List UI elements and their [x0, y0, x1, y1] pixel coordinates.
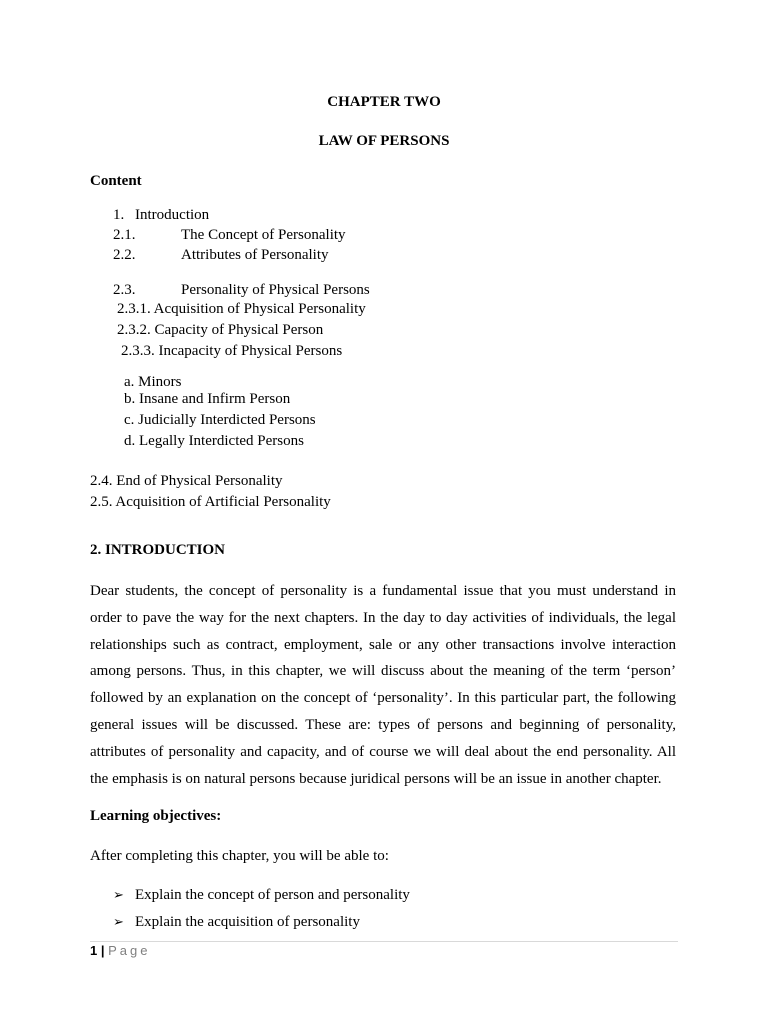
- list-item: [113, 886, 410, 905]
- toc-item-number: 2.2.: [113, 247, 136, 263]
- list-item-text: Explain the acquisition of personality: [135, 914, 360, 930]
- toc-item-label: Personality of Physical Persons: [181, 282, 370, 298]
- toc-item-number: 2.3.: [113, 282, 136, 298]
- toc-letter-item: b. Insane and Infirm Person: [124, 391, 291, 407]
- toc-item-number: 2.1.: [113, 227, 136, 243]
- toc-item-2-3: [113, 281, 370, 299]
- paragraph-line: the emphasis is on natural persons because juridical persons will be an issue in another chapter.: [90, 770, 662, 787]
- paragraph-line: followed by an explanation on the concept of ‘personality’. In this particular part, the following: [90, 690, 676, 707]
- paragraph-line: Dear students, the concept of personality is a fundamental issue that you must understand in: [90, 583, 676, 599]
- list-item: [113, 913, 360, 932]
- toc-item-number: 1.: [113, 207, 125, 223]
- content-heading: Content: [90, 173, 142, 189]
- toc-subitem: 2.3.3. Incapacity of Physical Persons: [121, 343, 343, 359]
- toc-subitem: 2.3.2. Capacity of Physical Person: [117, 322, 324, 338]
- page-footer: [90, 943, 151, 959]
- toc-letter-item: c. Judicially Interdicted Persons: [124, 412, 316, 428]
- toc-subitem: 2.3.1. Acquisition of Physical Personality: [117, 301, 366, 317]
- toc-letter-item: d. Legally Interdicted Persons: [124, 433, 304, 449]
- paragraph-line: general issues will be discussed. These are: types of persons and beginning of personality,: [90, 716, 676, 733]
- chapter-title: CHAPTER TWO: [327, 94, 441, 110]
- learning-objectives-intro: After completing this chapter, you will be able to:: [90, 848, 389, 864]
- footer-divider: [90, 941, 678, 942]
- toc-item-2-4: 2.4. End of Physical Personality: [90, 473, 283, 489]
- chapter-subtitle: LAW OF PERSONS: [318, 133, 450, 149]
- toc-letter-item: a. Minors: [124, 374, 182, 390]
- toc-item-label: The Concept of Personality: [181, 227, 346, 243]
- paragraph-line: order to pave the way for the next chapters. In the day to day activities of individuals, the legal: [90, 609, 676, 626]
- paragraph-line: relationships such as contract, employment, sale or any other transactions involve interaction: [90, 636, 676, 653]
- page-label: Page: [108, 943, 151, 958]
- footer-separator: |: [100, 943, 105, 958]
- paragraph-line: attributes of personality and capacity, and of course we will deal about the end personality. All: [90, 743, 676, 760]
- learning-objectives-heading: Learning objectives:: [90, 808, 222, 824]
- toc-item-label: Attributes of Personality: [181, 247, 329, 263]
- toc-item-2-1: [113, 226, 346, 244]
- toc-item-introduction: [113, 206, 210, 224]
- toc-item-label: Introduction: [135, 207, 210, 223]
- toc-item-2-5: 2.5. Acquisition of Artificial Personality: [90, 494, 331, 510]
- list-item-text: Explain the concept of person and personality: [135, 887, 410, 903]
- introduction-heading: 2. INTRODUCTION: [90, 542, 226, 558]
- paragraph-line: among persons. Thus, in this chapter, we will discuss about the meaning of the term ‘person’: [90, 663, 676, 680]
- toc-item-2-2: [113, 246, 329, 264]
- arrow-bullet-icon: ➢: [113, 888, 124, 903]
- page-number: 1: [90, 943, 98, 958]
- arrow-bullet-icon: ➢: [113, 915, 124, 930]
- introduction-paragraph: [90, 578, 676, 792]
